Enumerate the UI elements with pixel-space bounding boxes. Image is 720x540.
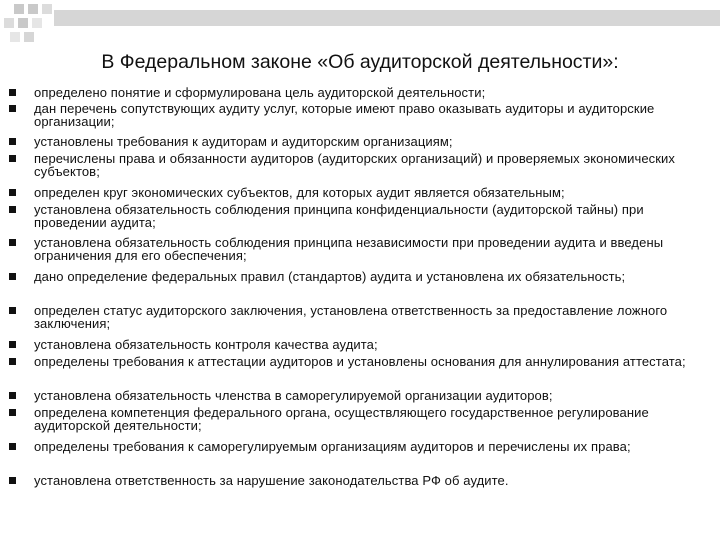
- bullet-icon: [9, 105, 16, 112]
- list-item-text: установлена обязательность соблюдения принципа независимости при проведении аудита и введены ограничения для его обеспечения;: [34, 235, 664, 264]
- list-item-text: перечислены права и обязанности аудиторов (аудиторских организаций) и проверяемых экономических субъектов;: [34, 151, 676, 180]
- bullet-icon: [9, 307, 16, 314]
- bullet-icon: [9, 392, 16, 399]
- bullet-icon: [9, 443, 16, 450]
- bullet-icon: [9, 189, 16, 196]
- bullet-icon: [9, 273, 16, 280]
- list-item-text: определено понятие и сформулирована цель аудиторской деятельности;: [34, 85, 486, 100]
- list-item-text: установлена ответственность за нарушение законодательства РФ об аудите.: [34, 473, 509, 488]
- decor-square: [4, 18, 14, 28]
- bullet-icon: [9, 239, 16, 246]
- bullet-icon: [9, 155, 16, 162]
- bullet-icon: [9, 206, 16, 213]
- decor-square: [32, 18, 42, 28]
- decor-square: [10, 32, 20, 42]
- list-item-text: определен статус аудиторского заключения, установлена ответственность за предоставление ложного заключения;: [34, 303, 668, 332]
- list-item-text: установлена обязательность членства в саморегулируемой организации аудиторов;: [34, 388, 553, 403]
- list-item-text: определены требования к саморегулируемым организациям аудиторов и перечислены их права;: [34, 439, 631, 454]
- bullet-icon: [9, 89, 16, 96]
- bullet-icon: [9, 358, 16, 365]
- list-item-text: определены требования к аттестации аудиторов и установлены основания для аннулирования аттестата;: [34, 354, 686, 369]
- bullet-icon: [9, 138, 16, 145]
- list-item-text: установлена обязательность контроля качества аудита;: [34, 337, 378, 352]
- list-item-text: дан перечень сопутствующих аудиту услуг, которые имеют право оказывать аудиторы и аудиторские организации;: [34, 101, 655, 130]
- list-item-text: дано определение федеральных правил (стандартов) аудита и установлена их обязательность;: [34, 269, 626, 284]
- page-title: В Федеральном законе «Об аудиторской деятельности»:: [101, 51, 619, 73]
- bullet-icon: [9, 341, 16, 348]
- header-decoration: [0, 0, 720, 50]
- decor-square: [18, 18, 28, 28]
- list-item-text: определена компетенция федерального органа, осуществляющего государственное регулирование аудиторской деятельности;: [34, 405, 649, 434]
- bullet-icon: [9, 409, 16, 416]
- decor-square: [14, 4, 24, 14]
- decor-square: [42, 4, 52, 14]
- list-item-text: установлены требования к аудиторам и аудиторским организациям;: [34, 134, 453, 149]
- bullet-icon: [9, 477, 16, 484]
- decor-square: [24, 32, 34, 42]
- decor-square: [28, 4, 38, 14]
- list-item-text: установлена обязательность соблюдения принципа конфиденциальности (аудиторской тайны) при проведении аудита;: [34, 202, 644, 231]
- list-item-text: определен круг экономических субъектов, для которых аудит является обязательным;: [34, 185, 565, 200]
- header-bar: [54, 10, 720, 26]
